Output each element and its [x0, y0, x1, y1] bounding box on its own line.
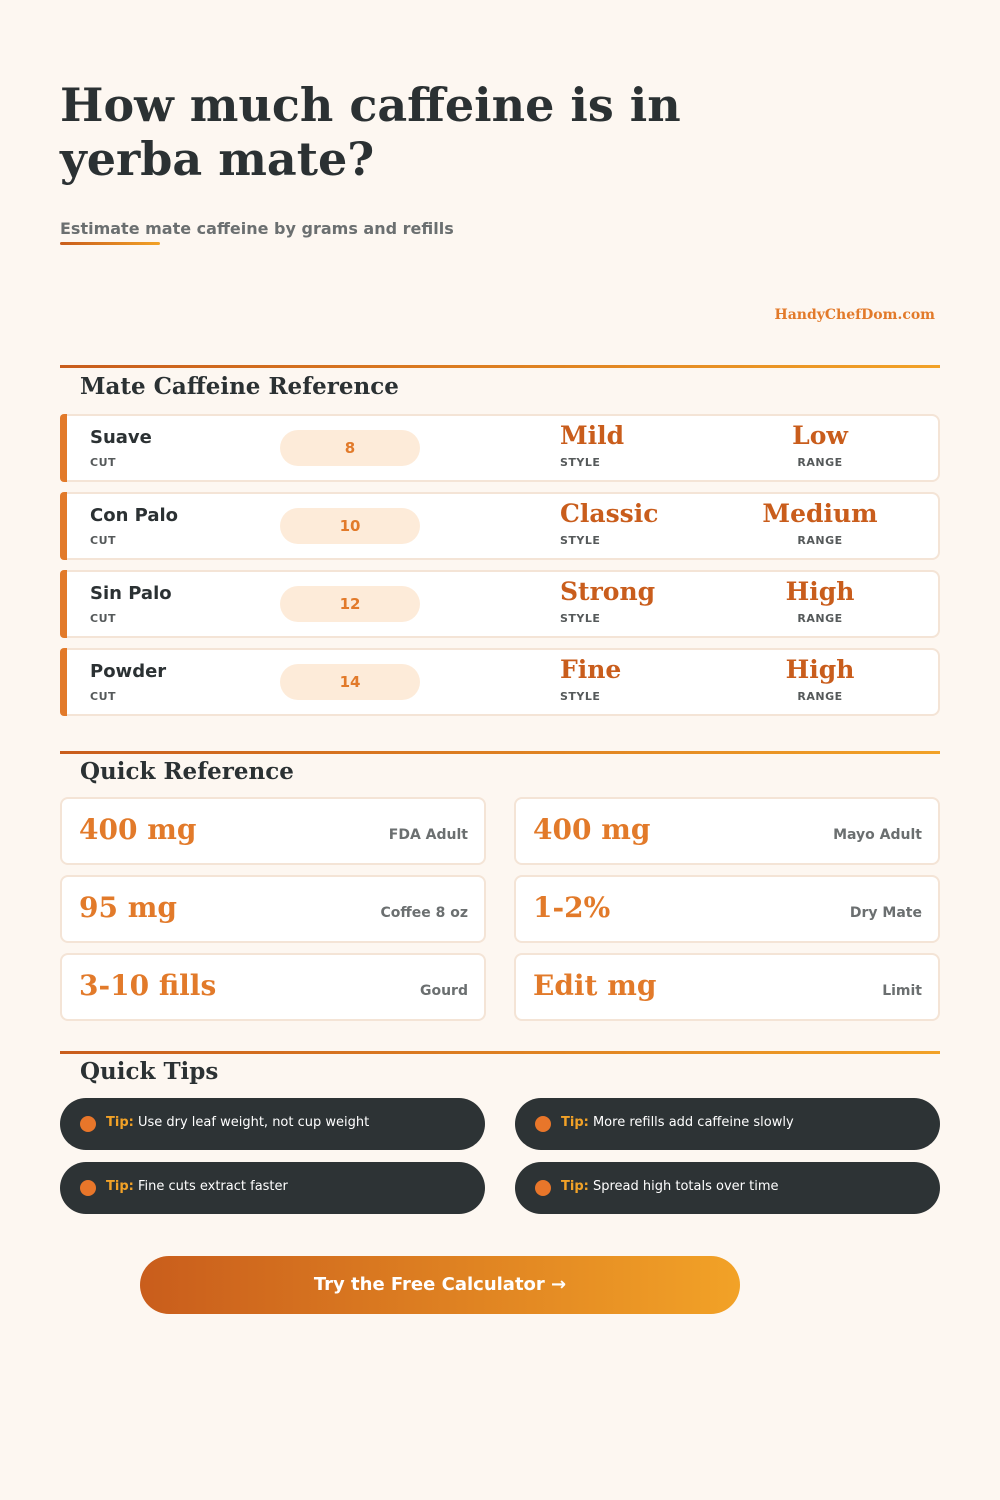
- reference-row: [60, 648, 940, 716]
- grams-badge: 8: [280, 430, 420, 466]
- row-accent-bar: [60, 570, 67, 638]
- stat-value: 3-10 fills: [79, 969, 217, 1002]
- range-label: RANGE: [797, 534, 843, 547]
- reference-section-title: Mate Caffeine Reference: [80, 373, 399, 400]
- section-divider: [60, 751, 940, 754]
- reference-row: [60, 492, 940, 560]
- stat-label: Gourd: [419, 983, 468, 999]
- style-label: STYLE: [560, 534, 601, 547]
- style-label: STYLE: [560, 612, 601, 625]
- stat-label: Dry Mate: [849, 905, 922, 921]
- page-subtitle: Estimate mate caffeine by grams and refills: [60, 219, 454, 238]
- grams-badge: 14: [280, 664, 420, 700]
- bullet-dot-icon: [535, 1116, 551, 1132]
- section-divider: [60, 365, 940, 368]
- row-accent-bar: [60, 414, 67, 482]
- tip-pill: [60, 1162, 485, 1214]
- stat-card: [514, 797, 940, 865]
- tip-text-wrapper: [106, 1115, 369, 1130]
- range-value: High: [785, 655, 855, 684]
- range-value: Low: [792, 421, 848, 450]
- tip-text: Fine cuts extract faster: [137, 1179, 288, 1194]
- stat-card: [514, 953, 940, 1021]
- bullet-dot-icon: [535, 1180, 551, 1196]
- style-value: Fine: [560, 655, 622, 684]
- tip-pill: [60, 1098, 485, 1150]
- stat-label: Limit: [882, 983, 922, 999]
- stat-value: 1-2%: [533, 891, 611, 924]
- tip-pill: [515, 1162, 940, 1214]
- style-label: STYLE: [560, 690, 601, 703]
- tip-text-wrapper: [561, 1179, 778, 1194]
- stat-value: 400 mg: [533, 813, 651, 846]
- stat-label: FDA Adult: [388, 827, 468, 843]
- stat-value: 400 mg: [79, 813, 197, 846]
- cut-name: Con Palo: [90, 505, 179, 526]
- tip-text-wrapper: [106, 1179, 288, 1194]
- stat-card: [60, 797, 486, 865]
- row-accent-bar: [60, 492, 67, 560]
- quick-tips-title: Quick Tips: [80, 1058, 219, 1085]
- grams-badge: 12: [280, 586, 420, 622]
- style-value: Strong: [560, 577, 656, 606]
- cut-name: Powder: [90, 661, 167, 682]
- row-accent-bar: [60, 648, 67, 716]
- range-label: RANGE: [797, 690, 843, 703]
- try-calculator-button[interactable]: Try the Free Calculator →: [140, 1256, 740, 1314]
- tip-text-wrapper: [561, 1115, 794, 1130]
- stat-value: 95 mg: [79, 891, 177, 924]
- bullet-dot-icon: [80, 1180, 96, 1196]
- cut-label: CUT: [90, 534, 117, 547]
- range-value: Medium: [762, 499, 878, 528]
- stat-card: [60, 953, 486, 1021]
- cut-name: Suave: [90, 427, 152, 448]
- tip-pill: [515, 1098, 940, 1150]
- cut-name: Sin Palo: [90, 583, 172, 604]
- range-value: High: [785, 577, 855, 606]
- stat-card: [60, 875, 486, 943]
- range-label: RANGE: [797, 612, 843, 625]
- tip-prefix: Tip:: [106, 1179, 134, 1194]
- brand-link[interactable]: HandyChefDom.com: [774, 307, 935, 323]
- tip-text: Use dry leaf weight, not cup weight: [137, 1115, 370, 1130]
- bullet-dot-icon: [80, 1116, 96, 1132]
- reference-row: [60, 414, 940, 482]
- range-label: RANGE: [797, 456, 843, 469]
- stat-card: [514, 875, 940, 943]
- stat-value: Edit mg: [533, 969, 657, 1002]
- style-label: STYLE: [560, 456, 601, 469]
- section-divider: [60, 1051, 940, 1054]
- style-value: Classic: [560, 499, 659, 528]
- tip-text: Spread high totals over time: [592, 1179, 779, 1194]
- tip-text: More refills add caffeine slowly: [592, 1115, 794, 1130]
- tip-prefix: Tip:: [561, 1179, 589, 1194]
- cut-label: CUT: [90, 456, 117, 469]
- tip-prefix: Tip:: [561, 1115, 589, 1130]
- quick-reference-title: Quick Reference: [80, 758, 294, 785]
- stat-label: Coffee 8 oz: [380, 905, 468, 921]
- page-title: How much caffeine is in yerba mate?: [60, 78, 681, 186]
- reference-list: [60, 414, 940, 726]
- tip-prefix: Tip:: [106, 1115, 134, 1130]
- stat-label: Mayo Adult: [833, 827, 922, 843]
- style-value: Mild: [560, 421, 625, 450]
- cut-label: CUT: [90, 612, 117, 625]
- grams-badge: 10: [280, 508, 420, 544]
- subtitle-underline: [60, 242, 160, 245]
- cut-label: CUT: [90, 690, 117, 703]
- reference-row: [60, 570, 940, 638]
